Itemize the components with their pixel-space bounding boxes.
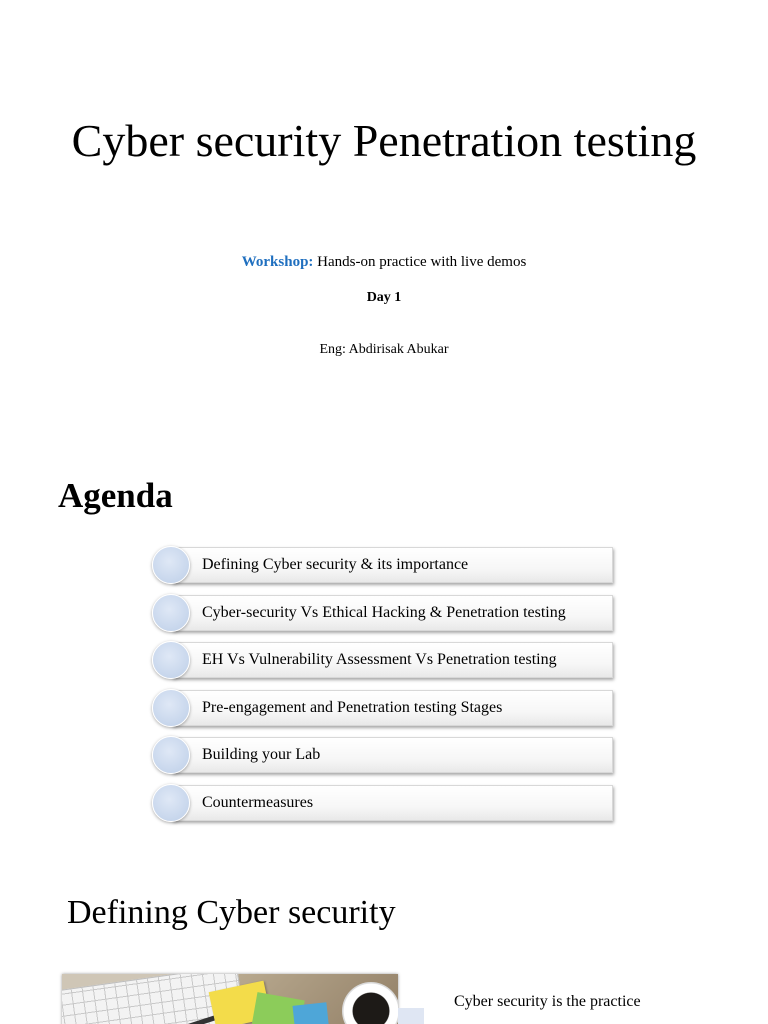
- agenda-list: [152, 546, 622, 831]
- definition-slide: [0, 860, 768, 1024]
- bullet-circle-icon: [152, 594, 190, 632]
- workshop-subtitle: [0, 254, 768, 271]
- agenda-item: [152, 546, 622, 584]
- decorative-tile: [398, 1008, 424, 1024]
- sticky-note-icon: [293, 1002, 330, 1024]
- agenda-title: Agenda: [58, 476, 173, 515]
- bullet-circle-icon: [152, 736, 190, 774]
- day-label: Day 1: [366, 290, 402, 305]
- agenda-item-label: Pre-engagement and Penetration testing Stages: [202, 698, 503, 716]
- agenda-item: [152, 736, 622, 774]
- workshop-description: Hands-on practice with live demos: [313, 254, 527, 270]
- definition-body: Cyber security is the practice: [454, 993, 641, 1010]
- agenda-slide: [0, 440, 768, 860]
- agenda-item-label: Defining Cyber security & its importance: [202, 556, 469, 573]
- author-name: Eng: Abdirisak Abukar: [319, 342, 449, 357]
- bullet-circle-icon: [152, 689, 190, 727]
- presentation-title: Cyber security Penetration testing: [71, 115, 697, 166]
- agenda-item: [152, 641, 622, 679]
- agenda-item-label: Building your Lab: [202, 746, 321, 763]
- definition-title: Defining Cyber security: [67, 894, 396, 931]
- bullet-circle-icon: [152, 641, 190, 679]
- agenda-item-label: Countermeasures: [202, 793, 314, 811]
- agenda-item-label: Cyber-security Vs Ethical Hacking & Penetration testing: [202, 603, 566, 621]
- agenda-item: [152, 594, 622, 632]
- agenda-item: [152, 784, 622, 822]
- desk-photo: [62, 974, 398, 1024]
- workshop-label: Workshop:: [241, 254, 314, 270]
- bullet-circle-icon: [152, 546, 190, 584]
- agenda-item-label: EH Vs Vulnerability Assessment Vs Penetration testing: [202, 651, 557, 668]
- bullet-circle-icon: [152, 784, 190, 822]
- title-slide: [0, 0, 768, 440]
- agenda-item: [152, 689, 622, 727]
